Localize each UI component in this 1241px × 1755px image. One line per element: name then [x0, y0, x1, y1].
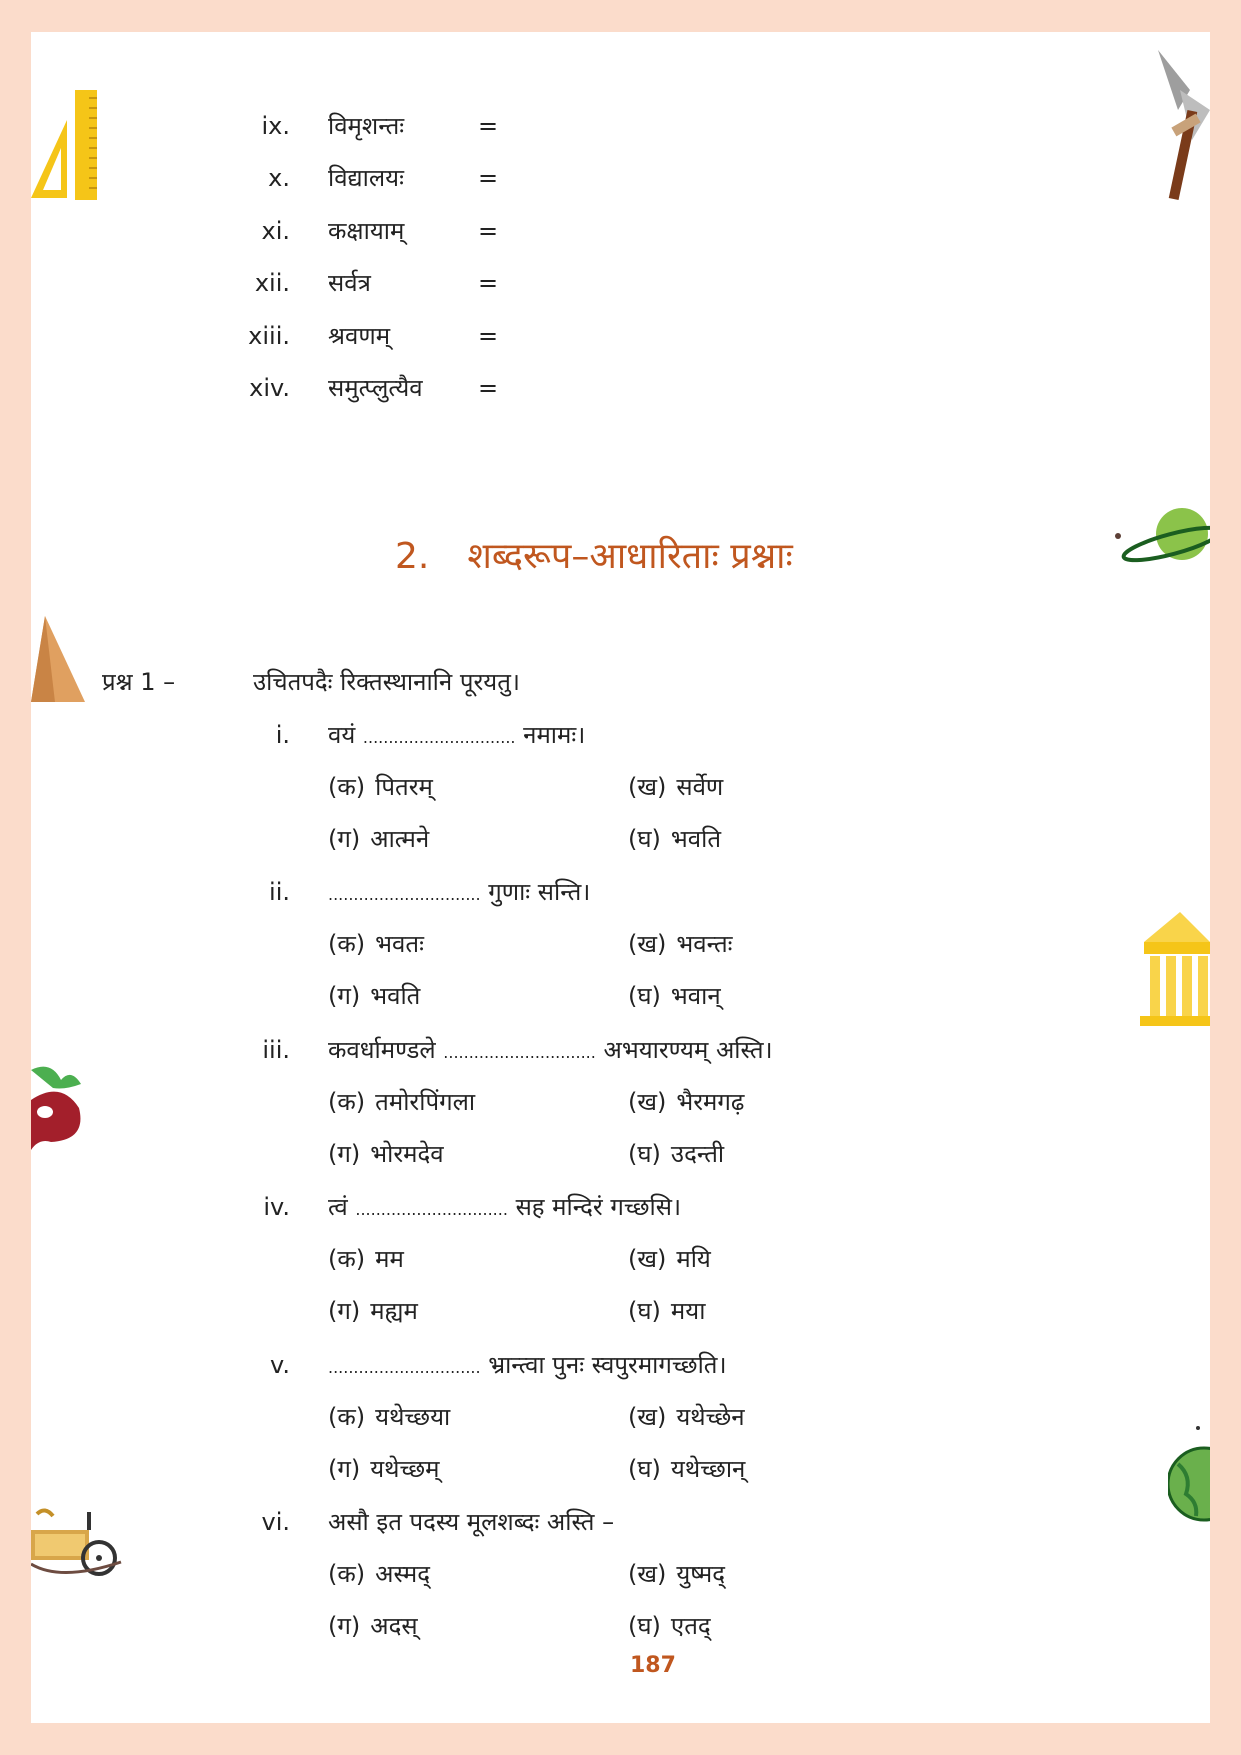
option[interactable]: [328, 1401, 450, 1433]
option-key: (घ): [628, 1297, 661, 1325]
option-key: (घ): [628, 1612, 661, 1640]
sentence-end: भ्रान्त्वा पुनः स्वपुरमागच्छति।: [488, 1351, 727, 1379]
list-word: श्रवणम्: [328, 322, 391, 350]
list-number: xii.: [254, 269, 290, 297]
item-sentence: [328, 1349, 727, 1384]
blank-line[interactable]: ..............................: [328, 1358, 481, 1377]
option[interactable]: [628, 1453, 745, 1485]
option-key: (क): [328, 1403, 366, 1431]
section-number: 2.: [395, 536, 430, 577]
option-text: आत्मने: [370, 825, 430, 853]
option[interactable]: [328, 928, 424, 960]
sentence-end: सह मन्दिरं गच्छसि।: [515, 1193, 682, 1221]
option[interactable]: [628, 1610, 711, 1642]
list-number: xiv.: [249, 374, 290, 402]
option[interactable]: [628, 1401, 745, 1433]
temple-pillar-icon: [1140, 912, 1210, 1028]
item-sentence: [328, 1506, 614, 1538]
option-text: मह्यम: [370, 1297, 418, 1325]
ruler-set-square-icon: [31, 90, 101, 202]
option-text: युष्मद्: [676, 1560, 725, 1588]
question-instruction: उचितपदैः रिक्तस्थानानि पूरयतु।: [253, 668, 520, 696]
option[interactable]: [328, 1558, 430, 1590]
option-key: (क): [328, 1245, 366, 1273]
option[interactable]: [328, 823, 429, 855]
equals-sign: =: [478, 112, 499, 140]
option-text: उदन्ती: [670, 1140, 725, 1168]
item-number: v.: [270, 1351, 290, 1379]
option-text: भैरमगढ़: [676, 1088, 745, 1116]
option-text: यथेच्छान्: [670, 1455, 746, 1483]
option-text: भवतः: [375, 930, 424, 958]
equals-sign: =: [478, 217, 499, 245]
option-key: (ग): [328, 1140, 361, 1168]
blank-line[interactable]: ..............................: [328, 885, 481, 904]
option-key: (क): [328, 1560, 366, 1588]
equals-sign: =: [478, 164, 499, 192]
option-text: यथेच्छेन: [676, 1403, 745, 1431]
option[interactable]: [328, 1453, 440, 1485]
cart-icon: [31, 1504, 125, 1586]
option-text: एतद्: [670, 1612, 711, 1640]
option-key: (ख): [628, 1245, 667, 1273]
list-number: x.: [268, 164, 290, 192]
apple-icon: [31, 1060, 87, 1166]
option-key: (ग): [328, 1612, 361, 1640]
list-word: विमृशन्तः: [328, 112, 405, 140]
option-key: (ग): [328, 1455, 361, 1483]
globe-icon: [1168, 1424, 1210, 1524]
item-sentence: [328, 876, 590, 911]
option[interactable]: [628, 1295, 705, 1327]
option[interactable]: [328, 1138, 444, 1170]
option-text: सर्वेण: [676, 773, 724, 801]
option-text: मम: [375, 1245, 404, 1273]
list-word: विद्यालयः: [328, 164, 404, 192]
option-key: (ख): [628, 1088, 667, 1116]
sentence-start: कवर्धामण्डले: [328, 1036, 436, 1064]
option-key: (ग): [328, 982, 361, 1010]
option-key: (ख): [628, 930, 667, 958]
section-heading: [395, 530, 793, 579]
option[interactable]: [328, 1086, 475, 1118]
option-text: भवति: [670, 825, 722, 853]
option-key: (ग): [328, 1297, 361, 1325]
option[interactable]: [328, 980, 420, 1012]
option-text: मया: [670, 1297, 706, 1325]
option[interactable]: [628, 1243, 711, 1275]
equals-sign: =: [478, 269, 499, 297]
option-text: यथेच्छम्: [370, 1455, 440, 1483]
option-text: भोरमदेव: [370, 1140, 444, 1168]
option-text: मयि: [676, 1245, 711, 1273]
option-key: (क): [328, 773, 366, 801]
option-text: तमोरपिंगला: [375, 1088, 476, 1116]
option-text: अस्मद्: [375, 1560, 430, 1588]
option-key: (ख): [628, 1560, 667, 1588]
list-number: xiii.: [248, 322, 290, 350]
list-word: कक्षायाम्: [328, 217, 405, 245]
item-number: iv.: [263, 1193, 290, 1221]
planet-icon: [1112, 504, 1210, 570]
item-number: i.: [275, 721, 290, 749]
item-number: iii.: [262, 1036, 290, 1064]
option-text: पितरम्: [375, 773, 433, 801]
option-key: (ख): [628, 773, 667, 801]
option-text: भवान्: [670, 982, 721, 1010]
option-key: (घ): [628, 1140, 661, 1168]
equals-sign: =: [478, 322, 499, 350]
option-key: (घ): [628, 1455, 661, 1483]
option[interactable]: [628, 1086, 744, 1118]
sentence-start: त्वं: [328, 1193, 348, 1221]
option-text: यथेच्छया: [375, 1403, 451, 1431]
option-text: भवति: [370, 982, 421, 1010]
list-word: सर्वत्र: [328, 269, 371, 297]
sentence-start: वयं: [328, 721, 356, 749]
option[interactable]: [328, 1243, 404, 1275]
option-text: अदस्: [370, 1612, 418, 1640]
equals-sign: =: [478, 374, 499, 402]
option-key: (ख): [628, 1403, 667, 1431]
option[interactable]: [628, 1558, 725, 1590]
option[interactable]: [628, 1138, 724, 1170]
sentence-end: गुणाः सन्ति।: [488, 878, 591, 906]
option-key: (घ): [628, 982, 661, 1010]
sentence-end: नमामः।: [523, 721, 586, 749]
option-text: भवन्तः: [676, 930, 733, 958]
item-number: ii.: [269, 878, 290, 906]
blank-line[interactable]: ..............................: [355, 1200, 508, 1219]
item-sentence: [328, 1191, 681, 1226]
list-number: ix.: [261, 112, 290, 140]
option[interactable]: [328, 1610, 418, 1642]
section-title: शब्दरूप–आधारिताः प्रश्नाः: [467, 536, 793, 577]
blank-line[interactable]: ..............................: [362, 728, 516, 747]
pyramid-icon: [31, 616, 87, 704]
item-sentence: [328, 1034, 773, 1069]
page-sheet: [31, 32, 1210, 1723]
sentence-end: अभयारण्यम् अस्ति।: [603, 1036, 773, 1064]
option[interactable]: [628, 928, 733, 960]
option[interactable]: [328, 771, 433, 803]
option-key: (क): [328, 930, 366, 958]
option[interactable]: [328, 1295, 418, 1327]
item-number: vi.: [261, 1508, 290, 1536]
pickaxe-icon: [1150, 50, 1212, 202]
sentence-start: असौ इत पदस्य मूलशब्दः अस्ति –: [328, 1508, 615, 1536]
option-key: (क): [328, 1088, 366, 1116]
page-number: 187: [630, 1653, 676, 1678]
option[interactable]: [628, 771, 723, 803]
option[interactable]: [628, 823, 721, 855]
blank-line[interactable]: ..............................: [443, 1043, 596, 1062]
list-word: समुत्प्लुत्यैव: [328, 374, 423, 402]
list-number: xi.: [261, 217, 290, 245]
option-key: (घ): [628, 825, 661, 853]
option-key: (ग): [328, 825, 361, 853]
item-sentence: [328, 719, 585, 754]
option[interactable]: [628, 980, 721, 1012]
question-label: प्रश्न 1 –: [102, 668, 176, 696]
